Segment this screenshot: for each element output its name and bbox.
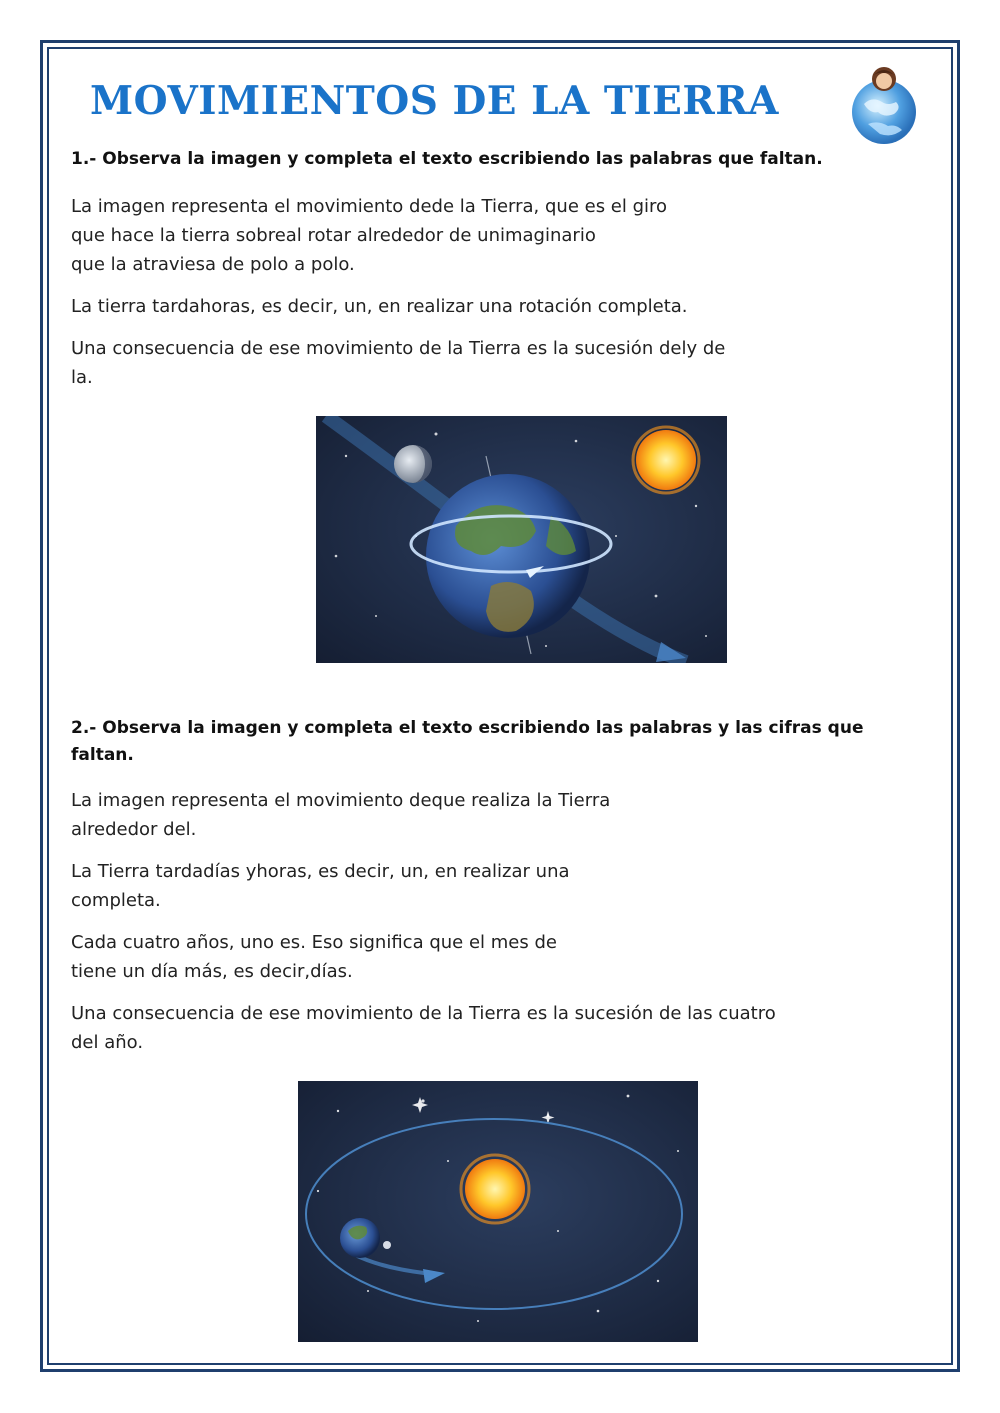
- text: completa.: [71, 890, 161, 911]
- text: La imagen representa el movimiento de: [71, 790, 432, 811]
- text: y de: [686, 338, 726, 359]
- text: tiene un día más, es decir,: [71, 961, 311, 982]
- earth-orbit-image: [298, 1081, 698, 1342]
- text: La tierra tarda: [71, 296, 200, 317]
- text: que hace la tierra sobre: [71, 225, 286, 246]
- text: que la atraviesa de polo a polo.: [71, 254, 355, 275]
- text: Una consecuencia de ese movimiento de la Tierra es la sucesión de las cuatro: [71, 1003, 776, 1024]
- text: días y: [203, 861, 257, 882]
- question-1: 1.- Observa la imagen y completa el texto escribiendo las palabras que faltan.: [71, 149, 823, 169]
- earth-rotation-image: [316, 416, 727, 663]
- text: Una consecuencia de ese movimiento de la Tierra es la sucesión del: [71, 338, 687, 359]
- text: alrededor del: [71, 819, 191, 840]
- text: .: [87, 367, 93, 388]
- text: , en realizar una rotación completa.: [366, 296, 688, 317]
- text: del año.: [71, 1032, 144, 1053]
- text: . Eso significa que el mes de: [300, 932, 557, 953]
- page-title: MOVIMIENTOS DE LA TIERRA: [90, 78, 779, 124]
- text: horas, es decir, un: [256, 861, 424, 882]
- text: La Tierra tarda: [71, 861, 204, 882]
- text: Cada cuatro años, uno es: [71, 932, 301, 953]
- text: al rotar alrededor de un: [285, 225, 500, 246]
- text: horas, es decir, un: [199, 296, 367, 317]
- text: que realiza la Tierra: [431, 790, 611, 811]
- text: .: [190, 819, 197, 840]
- text: , en realizar una: [423, 861, 570, 882]
- text: la: [71, 367, 88, 388]
- question-2: 2.- Observa la imagen y completa el texto escribiendo las palabras y las cifras que faltan.: [71, 718, 864, 765]
- text: días.: [310, 961, 353, 982]
- text: de la Tierra, que es el giro: [431, 196, 668, 217]
- paragraph-1-2: [71, 292, 688, 321]
- text: La imagen representa el movimiento de: [71, 196, 432, 217]
- text: imaginario: [499, 225, 596, 246]
- earth-avatar-logo: [846, 62, 922, 146]
